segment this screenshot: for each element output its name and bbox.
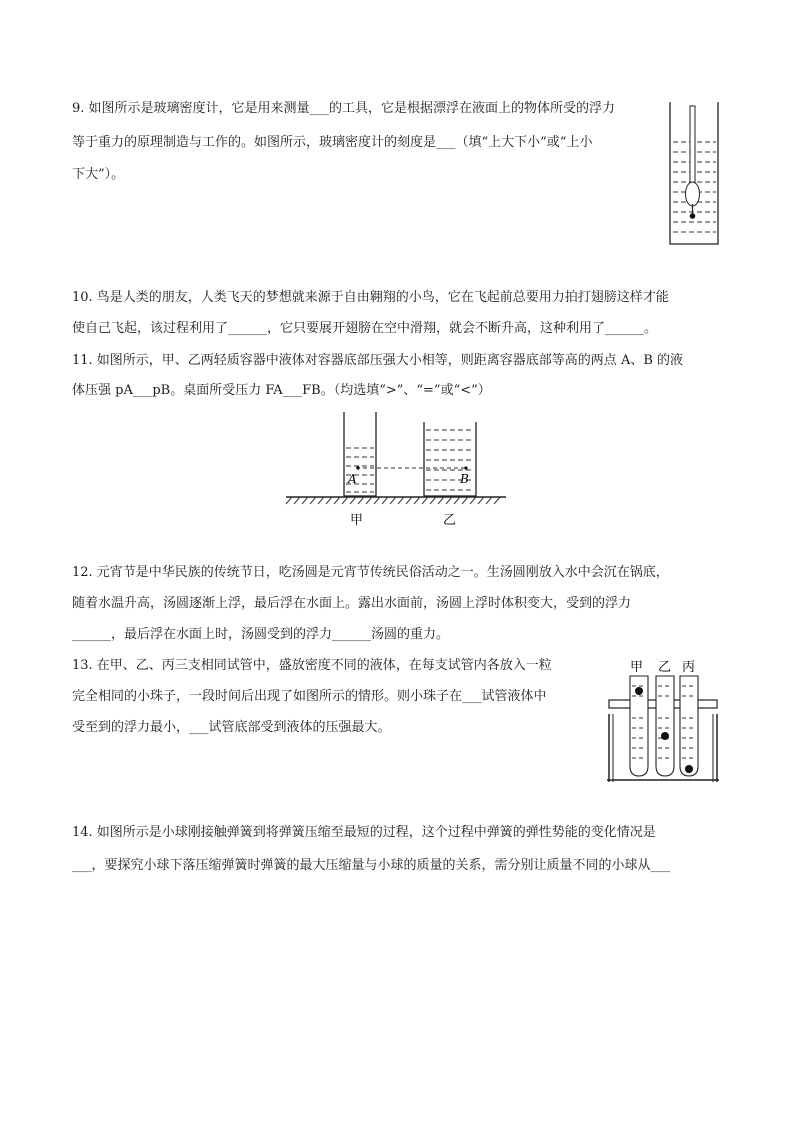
point-b-label: B — [460, 472, 469, 486]
caption-yi: 乙 — [443, 513, 457, 528]
q13-line-1: 13. 在甲、乙、丙三支相同试管中，盛放密度不同的液体，在每支试管内各放入一粒 — [72, 658, 552, 673]
q10-line-1: 10. 鸟是人类的朋友，人类飞天的梦想就来源于自由翱翔的小鸟，它在飞起前总要用力拍打翅膀这样才能 — [72, 290, 669, 305]
q9-line-2: 等于重力的原理制造与工作的。如图所示，玻璃密度计的刻度是___（填“上大下小”或“上小 — [72, 135, 593, 150]
tube-label-yi: 乙 — [658, 660, 672, 675]
q12-line-1: 12. 元宵节是中华民族的传统节日，吃汤圆是元宵节传统民俗活动之一。生汤圆刚放入水中会沉在锅底， — [72, 565, 669, 580]
q12-line-3: ______，最后浮在水面上时，汤圆受到的浮力______汤圆的重力。 — [72, 627, 450, 642]
q11-line-1: 11. 如图所示，甲、乙两轻质容器中液体对容器底部压强大小相等，则距离容器底部等高的两点 A、B 的液 — [72, 353, 684, 368]
hydrometer-figure — [668, 102, 722, 248]
point-a-label: A — [348, 472, 357, 486]
q9-line-1: 9. 如图所示是玻璃密度计，它是用来测量___的工具，它是根据漂浮在液面上的物体所受的浮力 — [72, 101, 616, 116]
q9-line-3: 下大”）。 — [72, 167, 125, 182]
q14-line-2: ___，要探究小球下落压缩弹簧时弹簧的最大压缩量与小球的质量的关系，需分别让质量不同的小球从___ — [72, 858, 671, 873]
q12-line-2: 随着水温升高，汤圆逐渐上浮，最后浮在水面上。露出水面前，汤圆上浮时体积变大，受到的浮力 — [72, 596, 632, 611]
tube-label-bing: 丙 — [682, 660, 696, 675]
bead-jia — [635, 687, 643, 695]
bead-yi — [661, 732, 669, 740]
q13-line-2: 完全相同的小珠子，一段时间后出现了如图所示的情形。则小珠子在___试管液体中 — [72, 689, 547, 704]
tube-label-jia: 甲 — [630, 660, 644, 675]
bead-bing — [685, 765, 693, 773]
q13-line-3: 受至到的浮力最小，___试管底部受到液体的压强最大。 — [72, 720, 391, 735]
caption-jia: 甲 — [350, 513, 364, 528]
q11-line-2: 体压强 pA___pB。桌面所受压力 FA___FB。（均选填“>”、“=”或“<”） — [72, 383, 491, 398]
containers-figure — [284, 404, 510, 532]
q10-line-2: 使自己飞起，该过程利用了______，它只要展开翅膀在空中滑翔，就会不断升高，这种利用了______。 — [72, 321, 658, 336]
q14-line-1: 14. 如图所示是小球刚接触弹簧到将弹簧压缩至最短的过程，这个过程中弹簧的弹性势能的变化情况是 — [72, 825, 656, 840]
test-tubes-figure — [604, 656, 722, 784]
